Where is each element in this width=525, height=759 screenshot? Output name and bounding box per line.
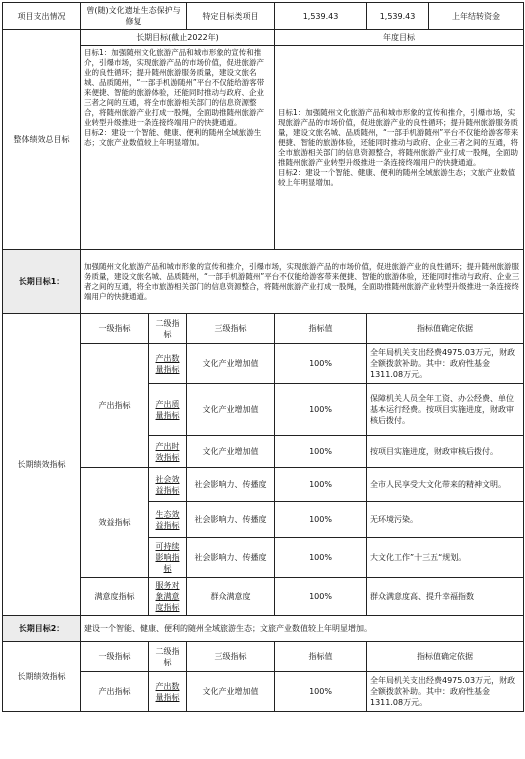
col-basis: 指标值确定依据 (367, 314, 524, 344)
goal1-row (3, 250, 524, 314)
level2-cell: 产出数量指标 (149, 344, 187, 384)
col-level2: 二级指标 (149, 314, 187, 344)
col-basis: 指标值确定依据 (367, 642, 524, 672)
goal1-label: 长期目标1： (3, 250, 81, 314)
col-level1: 一级指标 (81, 314, 149, 344)
amount-1: 1,539.43 (275, 3, 367, 30)
basis-cell: 无环境污染。 (367, 502, 524, 538)
group-output: 产出指标 (81, 344, 149, 468)
goal2-label: 长期目标2： (3, 616, 81, 642)
perf-label: 长期绩效指标 (3, 314, 81, 616)
col-level3: 三级指标 (187, 314, 275, 344)
table-row (3, 672, 524, 712)
document-page (2, 2, 523, 712)
header-row (3, 3, 524, 30)
level3-cell: 文化产业增加值 (187, 672, 275, 712)
basis-cell: 全年局机关支出经费4975.03万元，财政全额拨款补助。其中：政府性基金1311.08万元。 (367, 672, 524, 712)
level2-cell: 可持续影响指标 (149, 538, 187, 578)
col-value: 指标值 (275, 314, 367, 344)
level2-cell: 产出时效指标 (149, 436, 187, 468)
value-cell: 100% (275, 538, 367, 578)
col-level3: 三级指标 (187, 642, 275, 672)
value-cell: 100% (275, 344, 367, 384)
table-row (3, 344, 524, 384)
overall-text-row (3, 46, 524, 250)
basis-cell: 群众满意度高、提升幸福指数 (367, 578, 524, 616)
indicator-header-row (3, 642, 524, 672)
value-cell: 100% (275, 468, 367, 502)
level3-cell: 文化产业增加值 (187, 384, 275, 436)
value-cell: 100% (275, 578, 367, 616)
level3-cell: 社会影响力、传播度 (187, 468, 275, 502)
basis-cell: 保障机关人员全年工资、办公经费、单位基本运行经费。按项目实施进度，财政审核后拨付。 (367, 384, 524, 436)
header-label2: 特定目标类项目 (187, 3, 275, 30)
overall-header-row (3, 30, 524, 46)
long-term-text: 目标1：加强随州文化旅游产品和城市形象的宣传和推介，引爆市场，实现旅游产品的市场价值，促进旅游产业的良性循环；提升随州旅游服务质量，建设文旅名城、品质随州，“一部手机游随州”平台不仅能给游客带来便捷、智能的旅游体验，还能同时推动与政府、企业三者之间的互通，将全市旅游相关部门的信息资源整合，将随州旅游产业打成一股绳，全面助推随州旅游产业转型升级推进一条连接终端用户的快捷通道。 目标2：建设一个智能、健康、便利的随州全域旅游生态；文旅产业数值较上年明显增加。 (81, 46, 275, 250)
long-term-header: 长期目标(截止2022年) (81, 30, 275, 46)
level3-cell: 文化产业增加值 (187, 344, 275, 384)
level3-cell: 群众满意度 (187, 578, 275, 616)
annual-header: 年度目标 (275, 30, 524, 46)
level2-cell: 产出数量指标 (149, 672, 187, 712)
level3-cell: 社会影响力、传播度 (187, 502, 275, 538)
basis-cell: 按项目实施进度，财政审核后拨付。 (367, 436, 524, 468)
value-cell: 100% (275, 436, 367, 468)
perf-label-2: 长期绩效指标 (3, 642, 81, 712)
project-table (2, 2, 524, 712)
value-cell: 100% (275, 502, 367, 538)
value-cell: 100% (275, 384, 367, 436)
level2-cell: 产出质量指标 (149, 384, 187, 436)
goal2-row (3, 616, 524, 642)
level2-cell: 社会效益指标 (149, 468, 187, 502)
basis-cell: 全市人民享受大文化带来的精神文明。 (367, 468, 524, 502)
amount-2: 1,539.43 (367, 3, 429, 30)
project-name: 曾(随)文化遗址生态保护与修复 (81, 3, 187, 30)
level3-cell: 社会影响力、传播度 (187, 538, 275, 578)
col-value: 指标值 (275, 642, 367, 672)
value-cell: 100% (275, 672, 367, 712)
goal1-text: 加强随州文化旅游产品和城市形象的宣传和推介，引爆市场，实现旅游产品的市场价值，促进旅游产业的良性循环；提升随州旅游服务质量，建设文旅名城、品质随州，“一部手机游随州”平台不仅能给游客带来便捷、智能的旅游体验，还能同时推动与政府、企业三者之间的互通，将全市旅游相关部门的信息资源整合，将随州旅游产业打成一股绳，全面助推随州旅游产业转型升级推进一条连接终端用户的快捷通道。 (81, 250, 524, 314)
level2-cell: 服务对象满意度指标 (149, 578, 187, 616)
fund-source: 上年结转资金 (429, 3, 524, 30)
group-output-2: 产出指标 (81, 672, 149, 712)
basis-cell: 全年局机关支出经费4975.03万元，财政全额拨款补助。其中：政府性基金1311.08万元。 (367, 344, 524, 384)
col-level2: 二级指标 (149, 642, 187, 672)
basis-cell: 大文化工作”十三五“规划。 (367, 538, 524, 578)
col-level1: 一级指标 (81, 642, 149, 672)
header-label: 项目支出情况 (3, 3, 81, 30)
level3-cell: 文化产业增加值 (187, 436, 275, 468)
overall-section-label: 整体绩效总目标 (3, 30, 81, 250)
annual-text: 目标1：加强随州文化旅游产品和城市形象的宣传和推介，引爆市场，实现旅游产品的市场价值，促进旅游产业的良性循环；提升随州旅游服务质量，建设文旅名城、品质随州，“一部手机游随州”平台不仅能给游客带来便捷、智能的旅游体验，还能同时推动与政府、企业三者之间的互通，将全市旅游相关部门的信息资源整合，将随州旅游产业打成一股绳，全面助推随州旅游产业转型升级推进一条连接终端用户的快捷通道。 目标2：建设一个智能、健康、便利的随州全域旅游生态；文旅产业数值较上年明显增加。 (275, 46, 524, 250)
level2-cell: 生态效益指标 (149, 502, 187, 538)
group-benefit: 效益指标 (81, 468, 149, 578)
table-row (3, 468, 524, 502)
table-row (3, 578, 524, 616)
group-satisfaction: 满意度指标 (81, 578, 149, 616)
goal2-text: 建设一个智能、健康、便利的随州全域旅游生态；文旅产业数值较上年明显增加。 (81, 616, 524, 642)
indicator-header-row (3, 314, 524, 344)
